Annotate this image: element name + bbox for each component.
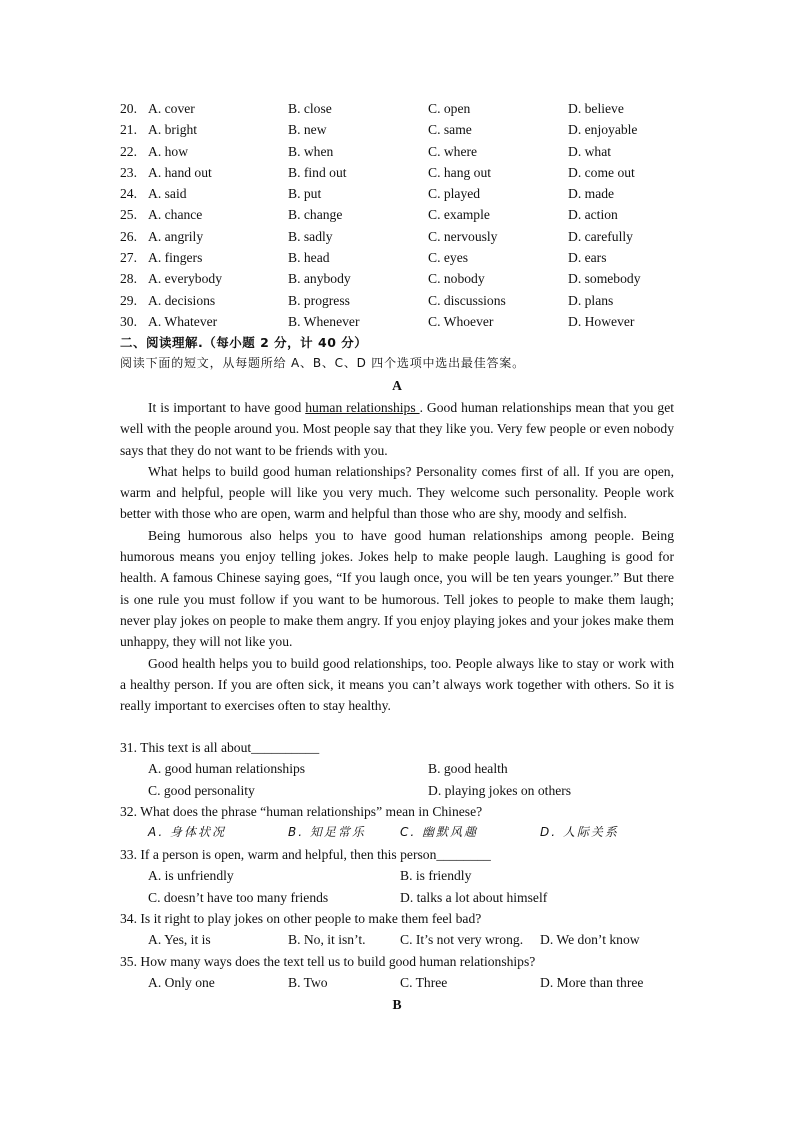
option-a: A. Whatever <box>148 313 218 329</box>
option-a: A. chance <box>148 207 203 223</box>
option-c: C. played <box>428 186 481 202</box>
option-b: B. put <box>288 186 322 202</box>
option-b: B. sadly <box>288 228 333 244</box>
option-b: B. progress <box>288 292 350 308</box>
option-d: D. made <box>568 186 615 202</box>
option-d: D. believe <box>568 101 624 116</box>
option-b: B. new <box>288 122 327 138</box>
paragraph: Being humorous also helps you to have good human relationships among people. Being humorous means you enjoy telling jokes. Jokes help to make people laugh. Laughing is good for health. A famous Chinese saying goes, “If you laugh once, you will be ten years younger.” But there is one rule you must follow if you want to be humorous. Tell jokes to people to make them laugh; never play jokes on people to make them angry. If you enjoy playing jokes and your jokes make them unhappy, they will not like you. <box>120 527 674 650</box>
option-b: B. is friendly <box>400 868 472 884</box>
question-stem: 32. What does the phrase “human relationships” mean in Chinese? <box>120 804 483 819</box>
option-row <box>120 822 680 843</box>
option-b: B. head <box>288 250 330 266</box>
option-c: C. discussions <box>428 292 506 308</box>
option-a: A. angrily <box>148 228 204 244</box>
option-a: A. Yes, it is <box>148 932 211 948</box>
option-d: D. action <box>568 207 618 223</box>
question-stem: 34. Is it right to play jokes on other people to make them feel bad? <box>120 911 482 926</box>
question-number: 26. <box>120 228 137 244</box>
option-d: D. However <box>568 313 635 329</box>
option-b: B. find out <box>288 164 347 180</box>
question-stem: 35. How many ways does the text tell us to build good human relationships? <box>120 954 536 969</box>
option-c: C. good personality <box>148 782 255 798</box>
option-row <box>120 758 680 779</box>
option-d: D. talks a lot about himself <box>400 889 548 905</box>
option-a: A. 身体状况 <box>148 825 227 840</box>
option-d: D. We don’t know <box>540 932 640 948</box>
option-d: D. enjoyable <box>568 122 638 138</box>
option-c: C. hang out <box>428 164 492 180</box>
option-c: C. nervously <box>428 228 498 244</box>
option-row <box>120 162 680 183</box>
option-row <box>120 141 680 162</box>
option-d: D. More than three <box>540 975 644 991</box>
option-d: D. plans <box>568 292 614 308</box>
passage-a-label: A <box>392 378 402 393</box>
option-a: A. cover <box>148 101 195 116</box>
option-c: C. It’s not very wrong. <box>400 932 524 948</box>
question-number: 27. <box>120 250 137 266</box>
option-d: D. somebody <box>568 271 641 287</box>
option-row <box>120 929 680 950</box>
option-c: C. example <box>428 207 490 223</box>
paragraph: What helps to build good human relationships? Personality comes first of all. If you are open, warm and helpful, people will like you very much. They welcome such personality. People work better with those who are open, warm and helpful than those who are shy, moody and selfish. <box>120 463 674 522</box>
option-a: A. is unfriendly <box>148 868 234 884</box>
option-b: B. anybody <box>288 271 351 287</box>
option-row <box>120 887 680 908</box>
option-a: A. Only one <box>148 975 215 991</box>
paragraph: Good health helps you to build good relationships, too. People always like to stay or work with a healthy person. If you are often sick, it means you can’t always work together with others. So it is really important to exercises often to stay healthy. <box>120 655 674 714</box>
option-d: D. come out <box>568 164 635 180</box>
option-a: A. fingers <box>148 250 203 266</box>
question-number: 21. <box>120 122 137 138</box>
option-row <box>120 226 680 247</box>
option-row <box>120 119 680 140</box>
option-c: C. open <box>428 101 471 116</box>
option-c: C. where <box>428 143 478 159</box>
question-number: 23. <box>120 164 137 180</box>
paragraph <box>120 397 674 461</box>
section-title: 二、阅读理解.（每小题 2 分，计 40 分） <box>120 335 368 350</box>
question-32 <box>120 801 680 844</box>
question-stem: 33. If a person is open, warm and helpful, then this person________ <box>120 847 491 862</box>
question-number: 22. <box>120 143 137 159</box>
question-stem: 31. This text is all about__________ <box>120 740 320 755</box>
passage-a <box>120 397 674 716</box>
question-number: 25. <box>120 207 137 223</box>
option-b: B. 知足常乐 <box>288 825 366 840</box>
option-b: B. Two <box>288 975 328 991</box>
option-d: D. carefully <box>568 228 633 244</box>
option-b: B. change <box>288 207 343 223</box>
option-c: C. eyes <box>428 250 469 266</box>
option-row <box>120 268 680 289</box>
section-instruction: 阅读下面的短文，从每题所给 A、B、C、D 四个选项中选出最佳答案。 <box>120 356 525 370</box>
option-b: B. when <box>288 143 334 159</box>
passage-b-label: B <box>392 997 402 1012</box>
option-b: B. Whenever <box>288 313 360 329</box>
option-row <box>120 780 680 801</box>
question-33 <box>120 844 680 908</box>
option-b: B. close <box>288 101 332 116</box>
option-a: A. how <box>148 143 189 159</box>
option-c: C. Three <box>400 975 448 991</box>
option-row <box>120 865 680 886</box>
option-c: C. Whoever <box>428 313 494 329</box>
option-d: D. playing jokes on others <box>428 782 572 798</box>
option-d: D. 人际关系 <box>540 825 619 840</box>
question-35 <box>120 951 680 994</box>
question-number: 24. <box>120 186 137 202</box>
option-d: D. what <box>568 143 612 159</box>
option-a: A. hand out <box>148 164 212 180</box>
option-b: B. good health <box>428 761 508 777</box>
option-c: C. 幽默风趣 <box>400 825 479 840</box>
option-row <box>120 98 680 119</box>
question-34 <box>120 908 680 951</box>
option-a: A. said <box>148 186 187 202</box>
option-c: C. nobody <box>428 271 485 287</box>
option-c: C. doesn’t have too many friends <box>148 889 329 905</box>
cloze-options-table <box>120 98 680 332</box>
option-row <box>120 311 680 332</box>
option-a: A. everybody <box>148 271 222 287</box>
option-b: B. No, it isn’t. <box>288 932 366 948</box>
paragraph-text: It is important to have good <box>148 400 306 415</box>
option-row <box>120 204 680 225</box>
option-a: A. bright <box>148 122 198 138</box>
option-row <box>120 247 680 268</box>
paragraph-text: . Good human relationships mean that you get well with the people around you. Most people say that they like you. Very few people or even nobody says that they do not want to be friends with you. <box>120 400 675 458</box>
underlined-phrase: human relationships <box>305 400 420 415</box>
question-number: 28. <box>120 271 137 287</box>
question-number: 29. <box>120 292 137 308</box>
option-row <box>120 290 680 311</box>
question-31 <box>120 737 680 801</box>
option-d: D. ears <box>568 250 607 266</box>
option-row <box>120 972 680 993</box>
question-number: 20. <box>120 101 137 116</box>
option-c: C. same <box>428 122 472 138</box>
question-number: 30. <box>120 313 137 329</box>
option-a: A. good human relationships <box>148 761 306 777</box>
option-a: A. decisions <box>148 292 216 308</box>
option-row <box>120 183 680 204</box>
